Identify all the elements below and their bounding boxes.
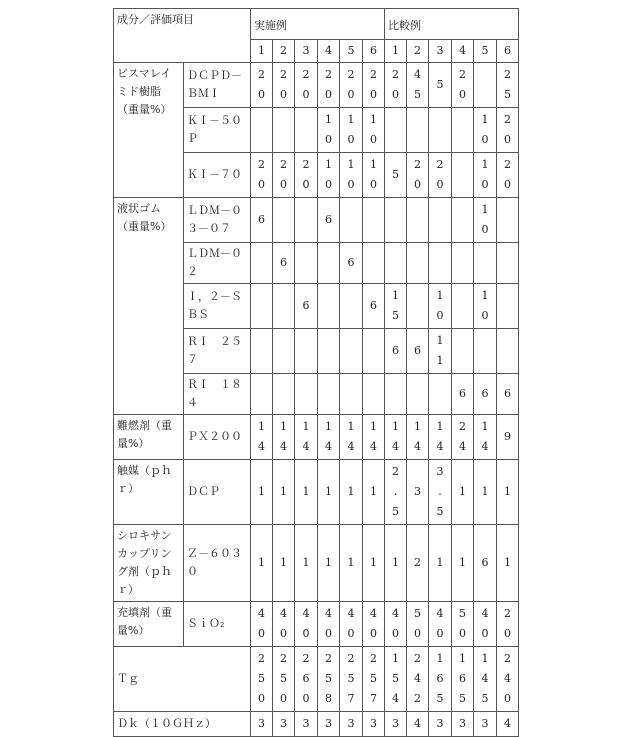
value-cell: [429, 108, 452, 153]
header-number: 2: [407, 40, 429, 63]
value-cell: 2 0: [273, 153, 295, 198]
value-cell: [363, 374, 385, 415]
value-cell: [497, 329, 519, 374]
value-cell: 3: [407, 460, 429, 525]
value-cell: [251, 108, 273, 153]
value-cell: 1 4: [340, 415, 363, 460]
value-cell: [452, 108, 474, 153]
header-number: 1: [251, 40, 273, 63]
value-cell: 3: [273, 712, 295, 737]
value-cell: [385, 198, 407, 243]
value-cell: [385, 374, 407, 415]
value-cell: 2 4 2: [407, 647, 429, 712]
value-cell: [474, 243, 497, 284]
value-cell: 1 4: [385, 415, 407, 460]
value-cell: [407, 108, 429, 153]
value-cell: 2 5 0: [251, 647, 273, 712]
table-row: [114, 63, 519, 108]
value-cell: [273, 198, 295, 243]
value-cell: 1: [497, 460, 519, 525]
table-row: [114, 415, 519, 460]
ingredient-name: ＲＩ １８４: [184, 374, 251, 415]
value-cell: 1 1: [429, 329, 452, 374]
value-cell: [474, 329, 497, 374]
value-cell: 6: [452, 374, 474, 415]
value-cell: 1 4: [429, 415, 452, 460]
value-cell: 6: [474, 374, 497, 415]
value-cell: 2 0: [429, 153, 452, 198]
value-cell: 1 4: [273, 415, 295, 460]
value-cell: [452, 243, 474, 284]
header-examples: 実施例: [251, 9, 385, 40]
value-cell: 3: [295, 712, 318, 737]
value-cell: 1: [273, 525, 295, 602]
value-cell: 4: [407, 712, 429, 737]
ingredient-name: ＫＩ－７０: [184, 153, 251, 198]
value-cell: 6: [363, 284, 385, 329]
value-cell: 1: [452, 525, 474, 602]
value-cell: [295, 374, 318, 415]
group-label: ビスマレイミド樹脂（重量%）: [114, 63, 184, 198]
tg-label: Ｔｇ: [114, 647, 251, 712]
value-cell: 2 5 7: [363, 647, 385, 712]
value-cell: 2 0: [497, 153, 519, 198]
value-cell: 3: [340, 712, 363, 737]
value-cell: 6: [407, 329, 429, 374]
value-cell: 6: [251, 198, 273, 243]
ingredient-name: ＫＩ－５０Ｐ: [184, 108, 251, 153]
value-cell: [429, 198, 452, 243]
value-cell: 1 4: [363, 415, 385, 460]
value-cell: 1 5: [385, 284, 407, 329]
value-cell: 4 0: [385, 602, 407, 647]
ingredient-name: ＲＩ ２５７: [184, 329, 251, 374]
value-cell: 4 0: [429, 602, 452, 647]
value-cell: 1 0: [474, 284, 497, 329]
value-cell: 2 0: [340, 63, 363, 108]
value-cell: [429, 243, 452, 284]
value-cell: 1: [452, 460, 474, 525]
value-cell: 4 0: [340, 602, 363, 647]
value-cell: 6: [497, 374, 519, 415]
value-cell: 1: [429, 525, 452, 602]
value-cell: [273, 329, 295, 374]
value-cell: 2 0: [295, 63, 318, 108]
value-cell: [273, 374, 295, 415]
header-number: 5: [474, 40, 497, 63]
value-cell: [497, 243, 519, 284]
header-number: 5: [340, 40, 363, 63]
value-cell: 1: [251, 460, 273, 525]
value-cell: 4 0: [363, 602, 385, 647]
value-cell: 2 0: [452, 63, 474, 108]
value-cell: [295, 198, 318, 243]
value-cell: 2 0: [251, 153, 273, 198]
value-cell: [318, 329, 340, 374]
value-cell: [385, 243, 407, 284]
value-cell: [363, 329, 385, 374]
value-cell: 3: [474, 712, 497, 737]
ingredient-name: ＬＤＭ－０３－０７: [184, 198, 251, 243]
value-cell: 2 5 0: [273, 647, 295, 712]
value-cell: 1 0: [363, 108, 385, 153]
value-cell: 2 0: [497, 108, 519, 153]
value-cell: [407, 284, 429, 329]
value-cell: [497, 284, 519, 329]
value-cell: 2 6 0: [295, 647, 318, 712]
comparison-table: [113, 8, 519, 737]
value-cell: 3: [363, 712, 385, 737]
value-cell: 1: [385, 525, 407, 602]
value-cell: 1 0: [318, 153, 340, 198]
ingredient-name: Ｚ－６０３０: [184, 525, 251, 602]
value-cell: 4 0: [474, 602, 497, 647]
value-cell: [452, 198, 474, 243]
value-cell: 1: [273, 460, 295, 525]
value-cell: 1: [318, 460, 340, 525]
value-cell: 1 0: [474, 153, 497, 198]
dk-row: [114, 712, 519, 737]
value-cell: 1 0: [474, 108, 497, 153]
value-cell: [363, 198, 385, 243]
value-cell: 1 4: [318, 415, 340, 460]
value-cell: 2 0: [385, 63, 407, 108]
value-cell: 5: [429, 63, 452, 108]
value-cell: 1 0: [363, 153, 385, 198]
value-cell: 1 0: [474, 198, 497, 243]
value-cell: 2 4 0: [497, 647, 519, 712]
value-cell: 6: [474, 525, 497, 602]
value-cell: 1 6 5: [452, 647, 474, 712]
value-cell: 2 0: [251, 63, 273, 108]
table-row: [114, 525, 519, 602]
value-cell: 1: [363, 525, 385, 602]
value-cell: 1: [474, 460, 497, 525]
value-cell: [340, 374, 363, 415]
value-cell: 3: [385, 712, 407, 737]
value-cell: 6: [385, 329, 407, 374]
value-cell: [295, 329, 318, 374]
value-cell: 1 4: [251, 415, 273, 460]
dk-label: Ｄｋ（１０ＧＨｚ）: [114, 712, 251, 737]
value-cell: [318, 284, 340, 329]
value-cell: 3: [452, 712, 474, 737]
ingredient-name: ＳｉＯ₂: [184, 602, 251, 647]
value-cell: 2 5: [497, 63, 519, 108]
header-number: 6: [363, 40, 385, 63]
value-cell: 1: [295, 460, 318, 525]
group-label: 難燃剤（重量%）: [114, 415, 184, 460]
value-cell: 2 4: [452, 415, 474, 460]
value-cell: 1: [295, 525, 318, 602]
value-cell: 2 5 7: [340, 647, 363, 712]
value-cell: 3: [318, 712, 340, 737]
value-cell: [273, 284, 295, 329]
value-cell: 5 0: [452, 602, 474, 647]
value-cell: [452, 153, 474, 198]
value-cell: 1 4: [407, 415, 429, 460]
value-cell: [318, 243, 340, 284]
ingredient-name: Ｉ，２－ＳＢＳ: [184, 284, 251, 329]
header-number: 1: [385, 40, 407, 63]
value-cell: [452, 329, 474, 374]
value-cell: 2: [407, 525, 429, 602]
value-cell: 1 0: [318, 108, 340, 153]
value-cell: [452, 284, 474, 329]
value-cell: 2 0: [273, 63, 295, 108]
ingredient-name: ＬＤＭ－０２: [184, 243, 251, 284]
tg-row: [114, 647, 519, 712]
header-number: 2: [273, 40, 295, 63]
value-cell: [340, 198, 363, 243]
value-cell: 2 0: [407, 153, 429, 198]
value-cell: 6: [295, 284, 318, 329]
value-cell: 6: [273, 243, 295, 284]
group-label: 液状ゴム（重量%）: [114, 198, 184, 415]
value-cell: [429, 374, 452, 415]
header-number: 3: [429, 40, 452, 63]
value-cell: [251, 243, 273, 284]
value-cell: 4 0: [273, 602, 295, 647]
value-cell: [251, 329, 273, 374]
header-comparatives: 比較例: [385, 9, 519, 40]
value-cell: [407, 198, 429, 243]
value-cell: 2 0: [497, 602, 519, 647]
value-cell: 1 5 4: [385, 647, 407, 712]
value-cell: 1 0: [429, 284, 452, 329]
value-cell: 1: [497, 525, 519, 602]
value-cell: 1: [340, 460, 363, 525]
value-cell: [474, 63, 497, 108]
value-cell: 1 6 5: [429, 647, 452, 712]
value-cell: 2 0: [363, 63, 385, 108]
ingredient-name: ＤＣＰ: [184, 460, 251, 525]
group-label: シロキサンカップリング剤（ｐｈｒ）: [114, 525, 184, 602]
value-cell: 4 0: [295, 602, 318, 647]
value-cell: [385, 108, 407, 153]
value-cell: [340, 329, 363, 374]
value-cell: 2 0: [318, 63, 340, 108]
value-cell: 4 0: [318, 602, 340, 647]
value-cell: 1 0: [340, 153, 363, 198]
value-cell: 1: [318, 525, 340, 602]
value-cell: 6: [318, 198, 340, 243]
group-label: 触媒（ｐｈｒ）: [114, 460, 184, 525]
value-cell: 2 0: [295, 153, 318, 198]
value-cell: 4 5: [407, 63, 429, 108]
value-cell: [251, 284, 273, 329]
value-cell: 2 5 8: [318, 647, 340, 712]
value-cell: [295, 243, 318, 284]
header-number: 3: [295, 40, 318, 63]
value-cell: 1 4: [474, 415, 497, 460]
value-cell: 4: [497, 712, 519, 737]
value-cell: 3: [429, 712, 452, 737]
value-cell: 5: [385, 153, 407, 198]
ingredient-name: ＤＣＰＤ－ＢＭＩ: [184, 63, 251, 108]
value-cell: [340, 284, 363, 329]
value-cell: 1: [363, 460, 385, 525]
header-number: 4: [452, 40, 474, 63]
value-cell: 4 0: [251, 602, 273, 647]
value-cell: [318, 374, 340, 415]
value-cell: 9: [497, 415, 519, 460]
value-cell: 1 4: [295, 415, 318, 460]
group-label: 充填剤（重量%）: [114, 602, 184, 647]
header-number: 6: [497, 40, 519, 63]
value-cell: 3 . 5: [429, 460, 452, 525]
value-cell: 1: [251, 525, 273, 602]
value-cell: [407, 243, 429, 284]
value-cell: 6: [340, 243, 363, 284]
value-cell: 1: [340, 525, 363, 602]
table-row: [114, 460, 519, 525]
value-cell: 1 4 5: [474, 647, 497, 712]
value-cell: 2 . 5: [385, 460, 407, 525]
value-cell: [251, 374, 273, 415]
ingredient-name: ＰＸ２００: [184, 415, 251, 460]
value-cell: 1 0: [340, 108, 363, 153]
value-cell: [363, 243, 385, 284]
value-cell: [407, 374, 429, 415]
value-cell: [273, 108, 295, 153]
value-cell: 3: [251, 712, 273, 737]
header-component: 成分／評価項目: [114, 9, 251, 63]
header-number: 4: [318, 40, 340, 63]
value-cell: [497, 198, 519, 243]
value-cell: [295, 108, 318, 153]
value-cell: 5 0: [407, 602, 429, 647]
table-row: [114, 198, 519, 243]
